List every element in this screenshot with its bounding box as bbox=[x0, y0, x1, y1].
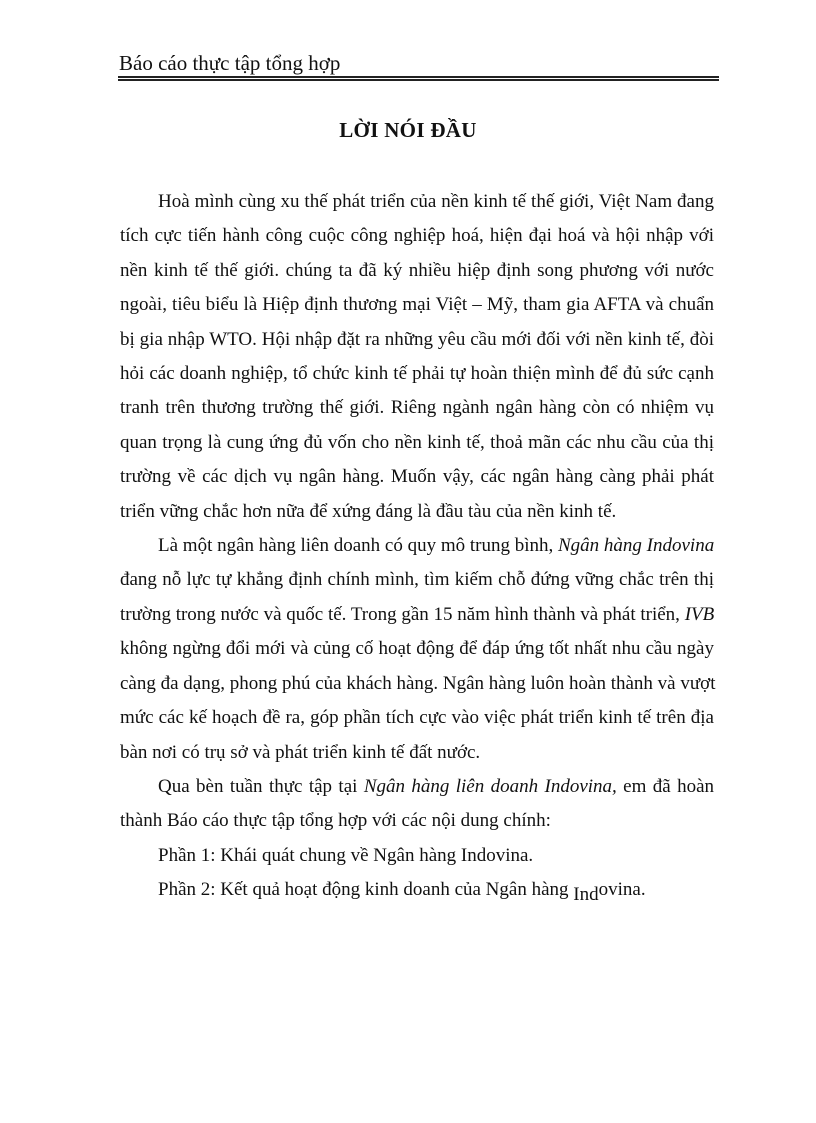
text-span: ovina. bbox=[598, 879, 646, 901]
header-double-rule bbox=[118, 76, 719, 81]
text-line bbox=[120, 529, 714, 563]
text-span: Qua bèn tuần thực tập tại bbox=[158, 775, 364, 797]
text-line: triển vững chắc hơn nữa để xứng đáng là đầu tàu của nền kinh tế. bbox=[120, 500, 617, 522]
text-line: hỏi các doanh nghiệp, tổ chức kinh tế phải tự hoàn thiện mình để đủ sức cạnh bbox=[120, 363, 714, 385]
text-span: Phần 2: Kết quả hoạt động kinh doanh của Ngân hàng bbox=[158, 879, 574, 901]
section-list bbox=[120, 839, 714, 908]
italic-abbrev: IVB bbox=[684, 603, 715, 625]
text-line: bàn nơi có trụ sở và phát triển kinh tế đất nước. bbox=[120, 741, 481, 763]
italic-bank-name: Ngân hàng liên doanh Indovina, bbox=[363, 775, 617, 797]
text-line: nền kinh tế thế giới. chúng ta đã ký nhiều hiệp định song phương với nước bbox=[120, 259, 714, 281]
text-line: thành Báo cáo thực tập tổng hợp với các nội dung chính: bbox=[120, 810, 551, 832]
text-line bbox=[120, 598, 714, 632]
text-line bbox=[120, 770, 714, 804]
text-span-offset: Ind bbox=[573, 884, 599, 906]
section-item-2 bbox=[120, 873, 714, 907]
text-line: Hoà mình cùng xu thế phát triển của nền kinh tế thế giới, Việt Nam đang bbox=[158, 191, 714, 212]
paragraph-2 bbox=[120, 529, 714, 770]
text-line: mức các kế hoạch đề ra, góp phần tích cực vào việc phát triển kinh tế trên địa bbox=[120, 707, 714, 729]
text-line: bị gia nhập WTO. Hội nhập đặt ra những yêu cầu mới đối với nền kinh tế, đòi bbox=[120, 328, 714, 350]
text-span: Là một ngân hàng liên doanh có quy mô trung bình, bbox=[158, 535, 558, 557]
text-line: ngoài, tiêu biểu là Hiệp định thương mại Việt – Mỹ, tham gia AFTA và chuẩn bbox=[120, 294, 714, 316]
text-span: trường trong nước và quốc tế. Trong gần 15 năm hình thành và phát triển, bbox=[120, 603, 685, 625]
italic-bank-name: Ngân hàng Indovina bbox=[557, 535, 715, 557]
paragraph-3 bbox=[120, 770, 714, 839]
text-line: tranh trên thương trường thế giới. Riêng ngành ngân hàng còn có nhiệm vụ bbox=[120, 397, 714, 419]
text-line: trường về các dịch vụ ngân hàng. Muốn vậy, các ngân hàng càng phải phát bbox=[120, 466, 714, 488]
text-span: em đã hoàn bbox=[616, 775, 715, 797]
text-line: càng đa dạng, phong phú của khách hàng. Ngân hàng luôn hoàn thành và vượt bbox=[120, 672, 716, 694]
paragraph-1 bbox=[120, 185, 714, 529]
document-heading: LỜI NÓI ĐẦU bbox=[339, 118, 477, 142]
text-line: không ngừng đổi mới và củng cố hoạt động để đáp ứng tốt nhất nhu cầu ngày bbox=[120, 638, 714, 660]
text-line: quan trọng là cung ứng đủ vốn cho nền kinh tế, thoả mãn các nhu cầu của thị bbox=[120, 431, 714, 453]
document-body bbox=[120, 185, 714, 908]
text-line: tích cực tiến hành công cuộc công nghiệp hoá, hiện đại hoá và hội nhập với bbox=[120, 225, 714, 247]
text-line: đang nỗ lực tự khẳng định chính mình, tìm kiếm chỗ đứng vững chắc trên thị bbox=[120, 569, 714, 591]
section-item-1: Phần 1: Khái quát chung về Ngân hàng Indovina. bbox=[158, 844, 534, 866]
page-header: Báo cáo thực tập tổng hợp bbox=[119, 51, 341, 75]
